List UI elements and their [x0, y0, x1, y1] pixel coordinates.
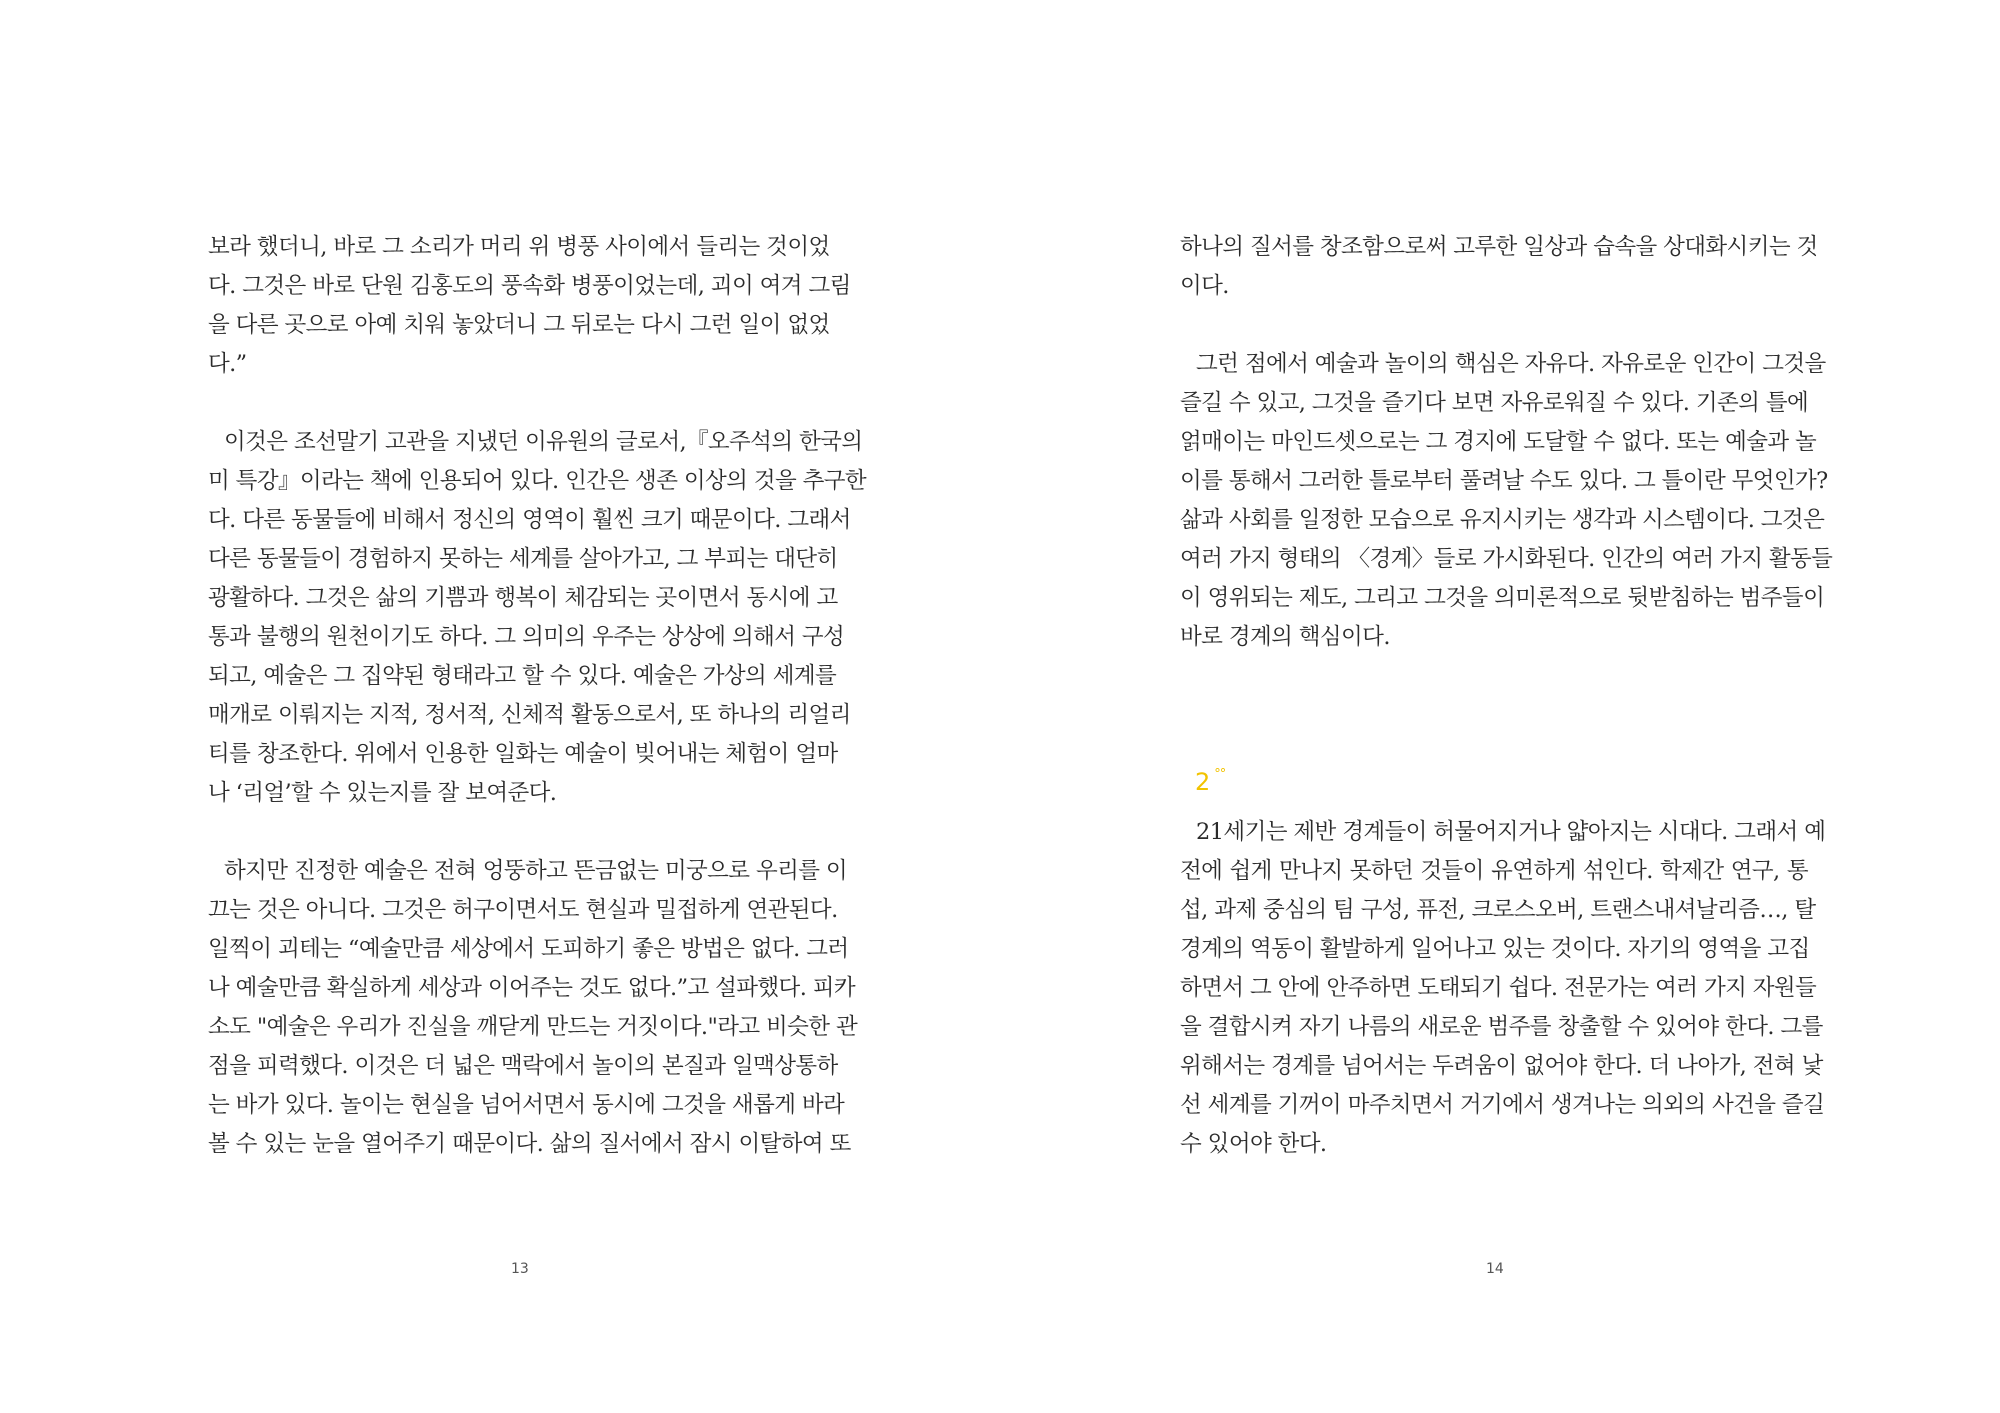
text-line: 나 예술만큼 확실하게 세상과 이어주는 것도 없다.”고 설파했다. 피카	[208, 975, 856, 1001]
text-line: 소도 "예술은 우리가 진실을 깨닫게 만드는 거짓이다."라고 비슷한 관	[208, 1014, 858, 1040]
text-line: 선 세계를 기꺼이 마주치면서 거기에서 생겨나는 의외의 사건을 즐길	[1180, 1092, 1825, 1118]
right-page	[1000, 0, 2000, 1413]
text-line: 바로 경계의 핵심이다.	[1180, 624, 1390, 650]
text-line: 삶과 사회를 일정한 모습으로 유지시키는 생각과 시스템이다. 그것은	[1180, 507, 1825, 533]
text-line: 점을 피력했다. 이것은 더 넓은 맥락에서 놀이의 본질과 일맥상통하	[208, 1053, 838, 1079]
text-line: 하면서 그 안에 안주하면 도태되기 쉽다. 전문가는 여러 가지 자원들	[1180, 975, 1817, 1001]
text-line: 21세기는 제반 경계들이 허물어지거나 얇아지는 시대다. 그래서 예	[1196, 819, 1826, 845]
text-line: 는 바가 있다. 놀이는 현실을 넘어서면서 동시에 그것을 새롭게 바라	[208, 1092, 845, 1118]
text-line: 섭, 과제 중심의 팀 구성, 퓨전, 크로스오버, 트랜스내셔날리즘…, 탈	[1180, 897, 1816, 923]
text-line: 광활하다. 그것은 삶의 기쁨과 행복이 체감되는 곳이면서 동시에 고	[208, 585, 838, 611]
text-line: 이것은 조선말기 고관을 지냈던 이유원의 글로서,『오주석의 한국의	[224, 429, 863, 455]
text-line: 그런 점에서 예술과 놀이의 핵심은 자유다. 자유로운 인간이 그것을	[1196, 351, 1826, 377]
section-heading	[1195, 767, 1226, 796]
text-line: 다른 동물들이 경험하지 못하는 세계를 살아가고, 그 부피는 대단히	[208, 546, 838, 572]
text-line: 이를 통해서 그러한 틀로부터 풀려날 수도 있다. 그 틀이란 무엇인가?	[1180, 468, 1828, 494]
text-line: 즐길 수 있고, 그것을 즐기다 보면 자유로워질 수 있다. 기존의 틀에	[1180, 390, 1809, 416]
text-line: 수 있어야 한다.	[1180, 1131, 1327, 1157]
text-line: 매개로 이뤄지는 지적, 정서적, 신체적 활동으로서, 또 하나의 리얼리	[208, 702, 851, 728]
text-line: 다. 다른 동물들에 비해서 정신의 영역이 훨씬 크기 때문이다. 그래서	[208, 507, 851, 533]
text-line: 다.”	[208, 351, 247, 377]
text-line: 보라 했더니, 바로 그 소리가 머리 위 병풍 사이에서 들리는 것이었	[208, 234, 830, 260]
text-line: 일찍이 괴테는 “예술만큼 세상에서 도피하기 좋은 방법은 없다. 그러	[208, 936, 849, 962]
text-line: 여러 가지 형태의 〈경계〉들로 가시화된다. 인간의 여러 가지 활동들	[1180, 546, 1833, 572]
text-line: 끄는 것은 아니다. 그것은 허구이면서도 현실과 밀접하게 연관된다.	[208, 897, 838, 923]
text-line: 하나의 질서를 창조함으로써 고루한 일상과 습속을 상대화시키는 것	[1180, 234, 1818, 260]
text-line: 얽매이는 마인드셋으로는 그 경지에 도달할 수 없다. 또는 예술과 놀	[1180, 429, 1817, 455]
section-dots-icon: °°	[1214, 767, 1226, 782]
text-line: 다. 그것은 바로 단원 김홍도의 풍속화 병풍이었는데, 괴이 여겨 그림	[208, 273, 851, 299]
text-line: 위해서는 경계를 넘어서는 두려움이 없어야 한다. 더 나아가, 전혀 낯	[1180, 1053, 1823, 1079]
text-line: 되고, 예술은 그 집약된 형태라고 할 수 있다. 예술은 가상의 세계를	[208, 663, 837, 689]
text-line: 을 다른 곳으로 아예 치워 놓았더니 그 뒤로는 다시 그런 일이 없었	[208, 312, 830, 338]
text-line: 전에 쉽게 만나지 못하던 것들이 유연하게 섞인다. 학제간 연구, 통	[1180, 858, 1808, 884]
page-number: 14	[1486, 1261, 1504, 1277]
text-line: 이 영위되는 제도, 그리고 그것을 의미론적으로 뒷받침하는 범주들이	[1180, 585, 1825, 611]
text-line: 나 ‘리얼’할 수 있는지를 잘 보여준다.	[208, 780, 557, 806]
text-line: 을 결합시켜 자기 나름의 새로운 범주를 창출할 수 있어야 한다. 그를	[1180, 1014, 1823, 1040]
text-line: 이다.	[1180, 273, 1229, 299]
text-line: 미 특강』이라는 책에 인용되어 있다. 인간은 생존 이상의 것을 추구한	[208, 468, 867, 494]
text-line: 티를 창조한다. 위에서 인용한 일화는 예술이 빚어내는 체험이 얼마	[208, 741, 838, 767]
text-line: 통과 불행의 원천이기도 하다. 그 의미의 우주는 상상에 의해서 구성	[208, 624, 845, 650]
text-line: 하지만 진정한 예술은 전혀 엉뚱하고 뜬금없는 미궁으로 우리를 이	[224, 858, 848, 884]
text-line: 경계의 역동이 활발하게 일어나고 있는 것이다. 자기의 영역을 고집	[1180, 936, 1810, 962]
text-line: 볼 수 있는 눈을 열어주기 때문이다. 삶의 질서에서 잠시 이탈하여 또	[208, 1131, 851, 1157]
page-number: 13	[511, 1261, 529, 1277]
section-number: 2	[1195, 768, 1211, 796]
